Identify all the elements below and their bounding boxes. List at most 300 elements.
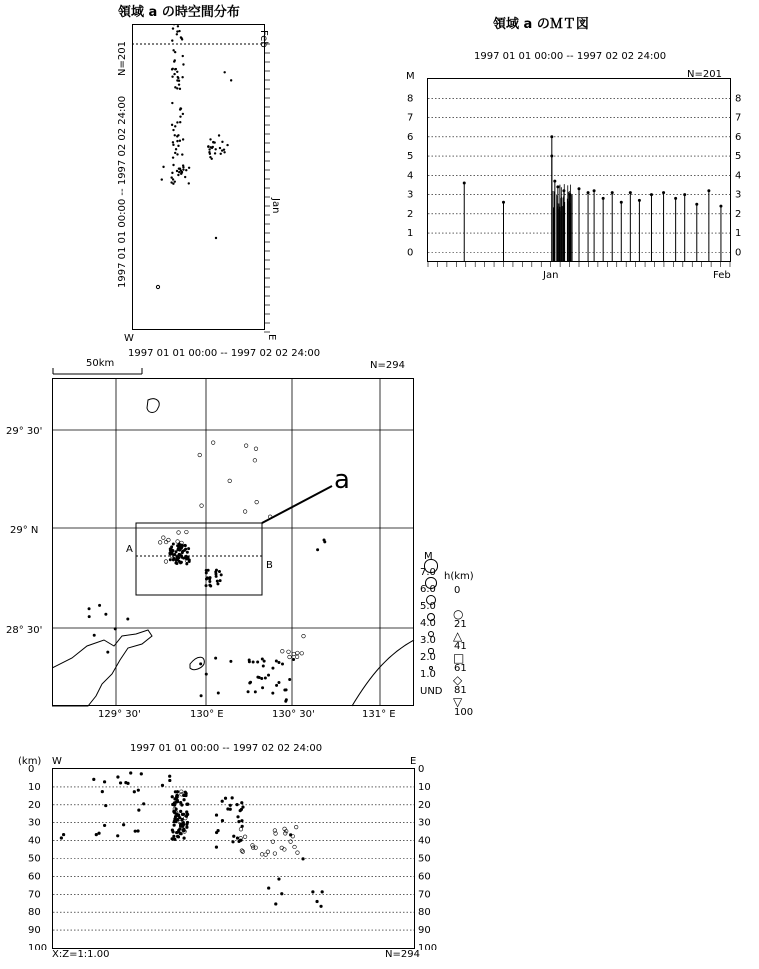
st-w-label: W [124,333,134,344]
st-event-point [180,37,182,39]
map-event-point [181,551,183,553]
cross-event-point [183,798,186,801]
coast-line-east [352,640,414,706]
st-event-point [179,121,181,123]
map-period: 1997 01 01 00:00 -- 1997 02 02 24:00 [128,348,321,359]
mt-ytick-left: 8 [407,93,414,105]
cross-event-point [320,905,323,908]
map-lat-label-2: 29° N [10,525,39,536]
cross-ytick-left: 30 [28,817,41,829]
st-event-point [208,148,210,150]
cross-event-point [103,781,106,784]
cross-ytick-right: 10 [418,781,431,793]
island-coastline [147,399,159,413]
st-event-point [171,102,173,104]
mt-event-marker [650,193,653,196]
st-event-point [172,144,174,146]
mt-event-marker [556,185,559,188]
cross-w-label: W [52,756,62,767]
mt-ytick-right: 8 [735,93,742,105]
map-event-point [254,691,256,693]
cross-event-point [215,814,218,817]
map-lon-label-3: 130° 30' [272,709,315,720]
map-event-point [244,444,248,448]
map-event-point [167,538,171,542]
map-event-point [275,660,277,662]
cross-event-point [232,835,235,838]
map-event-point [249,682,251,684]
map-event-point [261,677,263,679]
map-event-point [176,545,178,547]
cross-event-point [103,824,106,827]
mt-ytick-left: 5 [407,151,414,163]
mt-event-marker [695,203,698,206]
st-event-point [176,30,178,32]
cross-event-point [92,778,95,781]
cross-n-label: N=294 [385,949,420,960]
cross-event-point [169,779,172,782]
map-event-point [300,652,304,656]
st-event-point [207,146,209,148]
st-event-point [185,169,187,171]
cross-ytick-left: 10 [28,781,41,793]
map-event-point [205,578,207,580]
cross-event-point [174,838,177,841]
mt-event-marker [611,191,614,194]
cross-ytick-left: 60 [28,871,41,883]
st-event-point [173,24,175,25]
map-event-point [292,658,294,660]
cross-event-point [321,891,324,894]
map-event-point [127,618,129,620]
st-event-point [182,138,184,140]
map-lat-label-3: 28° 30' [6,625,43,636]
st-event-point [179,115,181,117]
cross-km-label: (km) [18,756,42,767]
map-event-point [184,544,186,546]
st-event-point [178,168,180,170]
map-event-point [88,608,90,610]
st-event-point [171,124,173,126]
st-event-point [172,27,174,29]
map-event-point [275,684,277,686]
st-event-point [182,55,184,57]
cross-ytick-left: 20 [28,799,41,811]
st-event-point [209,153,211,155]
mt-jan-label: Jan [543,270,559,281]
mt-ytick-left: 0 [407,247,414,259]
map-event-point [164,560,168,564]
cross-e-label: E [410,756,417,767]
st-event-point [178,80,180,82]
st-event-point [182,113,184,115]
cross-event-point [104,804,107,807]
cross-ytick-right: 50 [418,853,431,865]
st-event-point [214,148,216,150]
cross-event-point [98,832,101,835]
cross-event-point [138,809,141,812]
cross-ytick-right: 0 [418,764,425,775]
mt-event-marker [550,155,553,158]
st-event-point [172,129,174,131]
st-event-point [223,148,225,150]
map-event-point [187,547,189,549]
cross-event-point [116,835,119,838]
mt-event-marker [707,189,710,192]
cross-ytick-left: 40 [28,835,41,847]
st-event-point [173,60,175,62]
st-event-point [230,79,232,81]
mt-title: 領域 a のＭＴ図 [493,17,589,32]
map-event-point [302,634,306,638]
cross-event-point [280,892,283,895]
map-event-point [177,548,179,550]
map-event-point [205,673,207,675]
st-event-point [172,68,174,70]
mt-ytick-left: 4 [407,170,414,182]
mt-event-marker [629,191,632,194]
cross-event-point [137,830,140,833]
cross-event-point [176,799,179,802]
map-event-point [272,667,274,669]
mt-ytick-right: 4 [735,170,742,182]
map-event-point [98,604,100,606]
map-event-point [254,447,258,451]
map-lon-label-4: 131° E [362,709,396,720]
map-event-point [107,651,109,653]
st-n-label: N=201 [117,41,128,76]
cross-event-point [231,797,234,800]
st-event-point [212,146,214,148]
map-event-point [171,552,173,554]
map-event-point [214,657,216,659]
map-event-point [285,699,287,701]
cross-event-point [240,801,243,804]
map-event-point [288,655,292,659]
st-e-label: E [266,334,277,341]
mt-event-marker [620,201,623,204]
cross-event-point [119,782,122,785]
mt-event-marker [674,197,677,200]
cross-event-point [140,773,143,776]
mt-event-marker [683,193,686,196]
cross-ytick-right: 40 [418,835,431,847]
st-event-point [176,71,178,73]
region-a-pointer [262,486,332,523]
cross-event-point [236,803,239,806]
legend-h-symbol: ○ [453,607,464,621]
st-event-point [176,170,178,172]
cross-event-point [186,826,189,829]
cross-event-point [60,837,63,840]
map-n-label: N=294 [370,360,405,371]
map-event-point [209,576,211,578]
cross-event-point [241,850,245,854]
map-event-point [217,583,219,585]
map-event-point [287,650,291,654]
st-event-point [177,25,179,27]
st-event-point [181,76,183,78]
region-a-box [136,523,262,595]
mt-ytick-left: 7 [407,112,414,124]
map-scale-bar [52,366,146,376]
cross-event-point [174,815,177,818]
cross-event-point [273,852,277,856]
map-lon-label-1: 129° 30' [98,709,141,720]
st-event-point [162,166,164,168]
cross-ytick-right: 30 [418,817,431,829]
cross-event-point [171,838,174,841]
map-event-point [243,510,247,514]
amami-coastline [52,630,152,706]
st-event-point [181,153,183,155]
map-event-point [264,677,266,679]
point-b-label: B [266,560,273,571]
st-event-point [218,134,220,136]
cross-event-point [229,804,232,807]
cross-event-point [221,800,224,803]
map-event-point [316,549,318,551]
mt-n-label: N=201 [687,69,722,80]
st-event-point [174,125,176,127]
cross-ytick-left: 70 [28,889,41,901]
mt-ytick-left: 1 [407,228,414,240]
cross-event-point [278,878,281,881]
map-event-point [215,575,217,577]
mt-event-marker [602,197,605,200]
map-lon-label-2: 130° E [190,709,224,720]
map-event-point [88,615,90,617]
map-event-point [248,659,250,661]
cross-event-point [133,790,136,793]
map-event-point [176,559,178,561]
mt-event-marker [593,189,596,192]
cross-event-point [221,819,224,822]
map-event-point [323,539,325,541]
cross-ytick-right: 80 [418,907,431,919]
cross-event-point [101,790,104,793]
map-event-point [281,649,285,653]
cross-event-point [239,827,243,831]
cross-event-point [117,776,120,779]
st-event-point [209,156,211,158]
cross-event-point [302,858,305,861]
cross-ytick-left: 90 [28,925,41,937]
map-event-point [281,663,283,665]
cross-ytick-right: 60 [418,871,431,883]
map-event-point [183,549,185,551]
cross-event-point [296,851,300,855]
map-event-point [200,695,202,697]
map-event-point [217,692,219,694]
mt-event-marker [502,201,505,204]
mt-ytick-right: 7 [735,112,742,124]
st-jan-label: Jan [270,198,281,214]
st-event-point [226,144,228,146]
cross-event-point [168,775,171,778]
cross-event-point [312,891,315,894]
st-event-point [174,86,176,88]
st-event-point [220,153,222,155]
st-event-point [173,73,175,75]
st-event-point [171,172,173,174]
map-plot [52,378,416,708]
map-event-point [199,663,201,665]
cross-event-point [232,840,235,843]
cross-event-point [173,824,176,827]
st-event-point [176,140,178,142]
cross-event-point [183,837,186,840]
map-event-point [205,584,207,586]
cross-event-point [173,835,176,838]
map-event-point [295,655,299,659]
map-event-point [180,555,182,557]
cross-event-point [240,849,244,853]
cross-event-point [129,772,132,775]
cross-event-point [267,887,270,890]
mt-ytick-right: 3 [735,189,742,201]
map-event-point [247,691,249,693]
mt-feb-label: Feb [713,270,731,281]
map-event-point [105,613,107,615]
map-event-point [257,676,259,678]
legend-h-title: h(km) [444,571,474,582]
cross-event-point [229,808,232,811]
map-event-point [164,540,168,544]
st-event-point [178,83,180,85]
map-event-point [216,580,218,582]
map-event-point [170,546,172,548]
legend-h-symbol: △ [453,629,463,643]
cross-section-plot [20,764,440,950]
mt-ytick-right: 0 [735,247,742,259]
cross-event-point [134,830,137,833]
st-event-point [182,168,184,170]
st-event-point [161,178,163,180]
map-event-point [253,459,257,463]
st-event-point [182,63,184,65]
legend-h-symbol: ▽ [453,695,463,709]
mt-event-marker [550,135,553,138]
st-event-point [215,237,217,239]
cross-event-point [174,791,177,794]
map-event-point [172,543,174,545]
map-event-point [114,628,116,630]
st-event-point [210,146,212,148]
map-event-point [267,674,269,676]
map-event-point [172,559,174,561]
cross-event-point [251,846,255,850]
cross-event-point [161,784,164,787]
cross-event-point [238,820,241,823]
cross-event-point [171,795,174,798]
map-event-point [186,551,188,553]
legend-h-symbol: □ [453,651,465,665]
cross-ytick-left: 0 [28,764,35,775]
st-feb-label: Feb [258,30,269,48]
mt-ytick-right: 6 [735,131,742,143]
st-event-point [178,30,180,32]
st-event-point [176,33,178,35]
map-event-point [261,658,263,660]
st-plot [132,24,272,334]
cross-event-point [181,818,184,821]
map-event-point [179,548,181,550]
cross-event-point [142,803,145,806]
st-event-point [213,141,215,143]
st-event-point [184,176,186,178]
map-event-point [158,541,162,545]
cross-event-point [260,853,264,857]
cross-event-point [289,834,292,837]
map-event-point [211,441,215,445]
map-event-point [205,572,207,574]
st-event-point [174,152,176,154]
map-event-point [278,681,280,683]
map-event-point [278,661,280,663]
cross-event-point [243,835,247,839]
cross-ytick-right: 70 [418,889,431,901]
st-event-point [176,153,178,155]
cross-event-point [137,789,140,792]
mt-event-marker [662,191,665,194]
cross-event-point [241,819,244,822]
cross-ytick-right: 20 [418,799,431,811]
mt-event-marker [638,199,641,202]
st-event-point [172,156,174,158]
cross-event-point [237,815,240,818]
map-event-point [285,689,287,691]
st-period: 1997 01 01 00:00 -- 1997 02 02 24:00 [117,95,128,288]
cross-event-point [274,903,277,906]
map-event-point [215,571,217,573]
map-event-point [228,479,232,483]
mt-ytick-left: 3 [407,189,414,201]
map-event-point [252,661,254,663]
st-event-point [209,138,211,140]
st-event-point [174,180,176,182]
map-event-point [177,531,181,535]
map-event-point [175,551,177,553]
mt-ytick-right: 1 [735,228,742,240]
cross-event-point [171,829,174,832]
st-event-point [181,171,183,173]
map-event-point [256,661,258,663]
map-event-point [263,660,265,662]
map-event-point [255,500,259,504]
mt-ytick-right: 5 [735,151,742,163]
cross-event-point [181,813,184,816]
map-event-point [93,634,95,636]
st-event-point [223,151,225,153]
map-event-point [230,660,232,662]
mt-ytick-right: 2 [735,208,742,220]
cross-event-point [185,794,188,797]
st-event-point [156,285,159,288]
cross-ytick-left: 100 [28,943,48,950]
st-event-point [174,51,176,53]
mt-event-marker [463,182,466,185]
st-event-point [179,107,181,109]
cross-event-point [179,801,182,804]
map-scale-label: 50km [86,358,115,369]
map-event-point [175,562,177,564]
st-event-point [172,141,174,143]
cross-event-point [127,782,130,785]
cross-ratio: X:Z=1:1.00 [52,949,110,960]
cross-event-point [215,846,218,849]
cross-event-point [236,837,239,840]
